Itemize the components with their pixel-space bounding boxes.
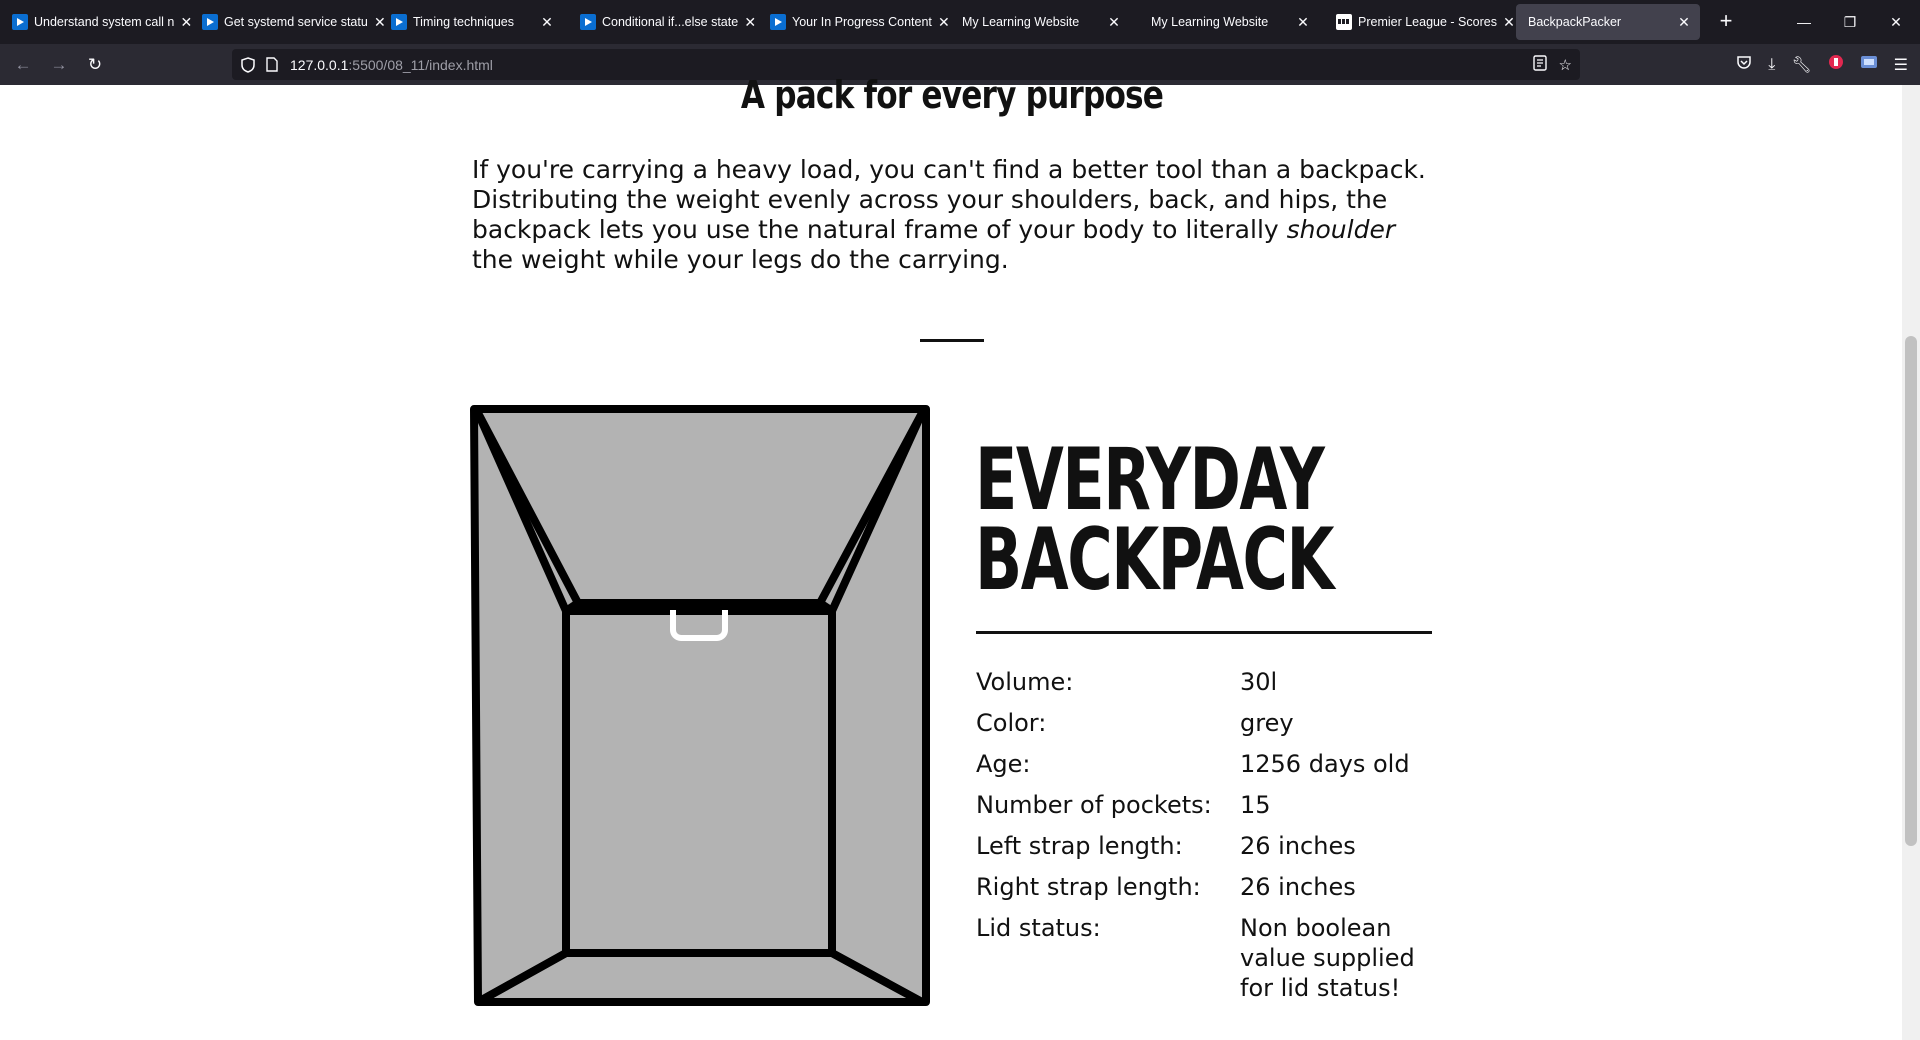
title-divider — [976, 631, 1432, 634]
window-close-icon[interactable]: ✕ — [1890, 14, 1902, 30]
close-icon[interactable]: ✕ — [1503, 13, 1515, 30]
browser-tab[interactable] — [762, 4, 950, 40]
browser-tab[interactable] — [194, 4, 386, 40]
tab-title: Understand system call n — [34, 15, 175, 29]
forward-icon[interactable]: → — [50, 55, 68, 74]
wrench-icon[interactable]: 🔧︎ — [1791, 56, 1812, 74]
menu-icon[interactable]: ☰ — [1893, 56, 1908, 74]
minimize-icon[interactable]: — — [1797, 14, 1811, 30]
video-course-icon — [391, 14, 407, 30]
browser-tab[interactable] — [1328, 4, 1515, 40]
spec-row — [976, 708, 1432, 749]
close-icon[interactable]: ✕ — [938, 13, 950, 30]
browser-tab-bar — [0, 0, 1920, 44]
tab-title: Premier League - Scores — [1358, 15, 1497, 29]
tab-title: My Learning Website — [962, 15, 1080, 29]
video-course-icon — [580, 14, 596, 30]
pack-title — [975, 430, 1349, 610]
spec-label: Left strap length: — [976, 832, 1183, 860]
shield-icon[interactable] — [240, 57, 256, 73]
browser-tab[interactable] — [572, 4, 757, 40]
close-icon[interactable]: ✕ — [744, 13, 757, 30]
extension-icon[interactable] — [1828, 54, 1844, 75]
spec-row — [976, 913, 1432, 1014]
reload-icon[interactable]: ↻ — [87, 55, 103, 74]
browser-tab[interactable] — [383, 4, 563, 40]
spec-value: 15 — [1240, 791, 1271, 819]
pocket-icon[interactable] — [1736, 54, 1752, 75]
premier-league-icon — [1336, 14, 1352, 30]
close-icon[interactable]: ✕ — [1678, 13, 1690, 30]
intro-emphasis: shoulder — [1286, 215, 1396, 244]
spec-value: 30l — [1240, 668, 1278, 696]
tab-title: BackpackPacker — [1528, 15, 1622, 29]
video-course-icon — [202, 14, 218, 30]
spec-label: Right strap length: — [976, 873, 1201, 901]
pack-specs-table — [976, 667, 1432, 1014]
download-icon[interactable]: ⤓ — [1768, 55, 1776, 73]
reader-view-icon[interactable] — [1533, 55, 1547, 75]
page-icon — [264, 57, 280, 73]
close-icon[interactable]: ✕ — [1108, 13, 1120, 30]
new-tab-button[interactable]: + — [1719, 8, 1733, 33]
tab-title: Your In Progress Content — [792, 15, 932, 29]
pack-title-line2: BACKPACK — [975, 510, 1334, 610]
close-icon[interactable]: ✕ — [373, 13, 386, 30]
tab-title: Get systemd service statu — [224, 15, 368, 29]
spec-value: grey — [1240, 709, 1294, 737]
url-host: 127.0.0.1 — [290, 56, 349, 73]
screenshot-icon[interactable] — [1860, 55, 1878, 74]
spec-label: Volume: — [976, 668, 1074, 696]
back-icon[interactable]: ← — [14, 55, 32, 74]
spec-value: 1256 days old — [1240, 750, 1410, 778]
browser-tab-active[interactable] — [1516, 4, 1700, 40]
tab-title: Conditional if...else state — [602, 15, 739, 29]
spec-label: Age: — [976, 750, 1031, 778]
backpack-image — [470, 405, 930, 1015]
browser-tab[interactable] — [4, 4, 193, 40]
spec-row — [976, 749, 1432, 790]
restore-icon[interactable]: ❐ — [1843, 14, 1857, 30]
section-heading: A pack for every purpose — [740, 73, 1164, 117]
spec-row — [976, 667, 1432, 708]
spec-value: 26 inches — [1240, 873, 1356, 901]
video-course-icon — [12, 14, 28, 30]
browser-tab[interactable] — [950, 4, 1130, 40]
intro-text-end: the weight while your legs do the carrying. — [472, 245, 1009, 274]
tab-title: Timing techniques — [413, 15, 514, 29]
spec-row — [976, 790, 1432, 831]
pack-title-line1: EVERYDAY — [975, 430, 1324, 530]
spec-label: Color: — [976, 709, 1047, 737]
spec-label: Number of pockets: — [976, 791, 1212, 819]
spec-label: Lid status: — [976, 914, 1101, 942]
url-text[interactable] — [290, 57, 493, 73]
intro-text: If you're carrying a heavy load, you can't find a better tool than a backpack. Distributing the weight evenly across your shoulders, back, and hips, the backpack lets you use the natural frame of your body to literally — [472, 155, 1426, 244]
page-viewport — [0, 73, 1902, 1040]
close-icon[interactable]: ✕ — [541, 13, 553, 30]
video-course-icon — [770, 14, 786, 30]
spec-value: Non boolean value supplied for lid status! — [1240, 914, 1415, 1002]
url-path: :5500/08_11/index.html — [348, 56, 493, 73]
section-divider — [920, 339, 984, 342]
bookmark-star-icon[interactable]: ☆ — [1558, 56, 1572, 74]
spec-value: 26 inches — [1240, 832, 1356, 860]
close-icon[interactable]: ✕ — [1297, 13, 1309, 30]
browser-tab[interactable] — [1139, 4, 1319, 40]
close-icon[interactable]: ✕ — [180, 13, 193, 30]
intro-paragraph — [472, 155, 1432, 275]
scrollbar-thumb[interactable] — [1905, 336, 1917, 846]
tab-title: My Learning Website — [1151, 15, 1269, 29]
spec-row — [976, 872, 1432, 913]
spec-row — [976, 831, 1432, 872]
